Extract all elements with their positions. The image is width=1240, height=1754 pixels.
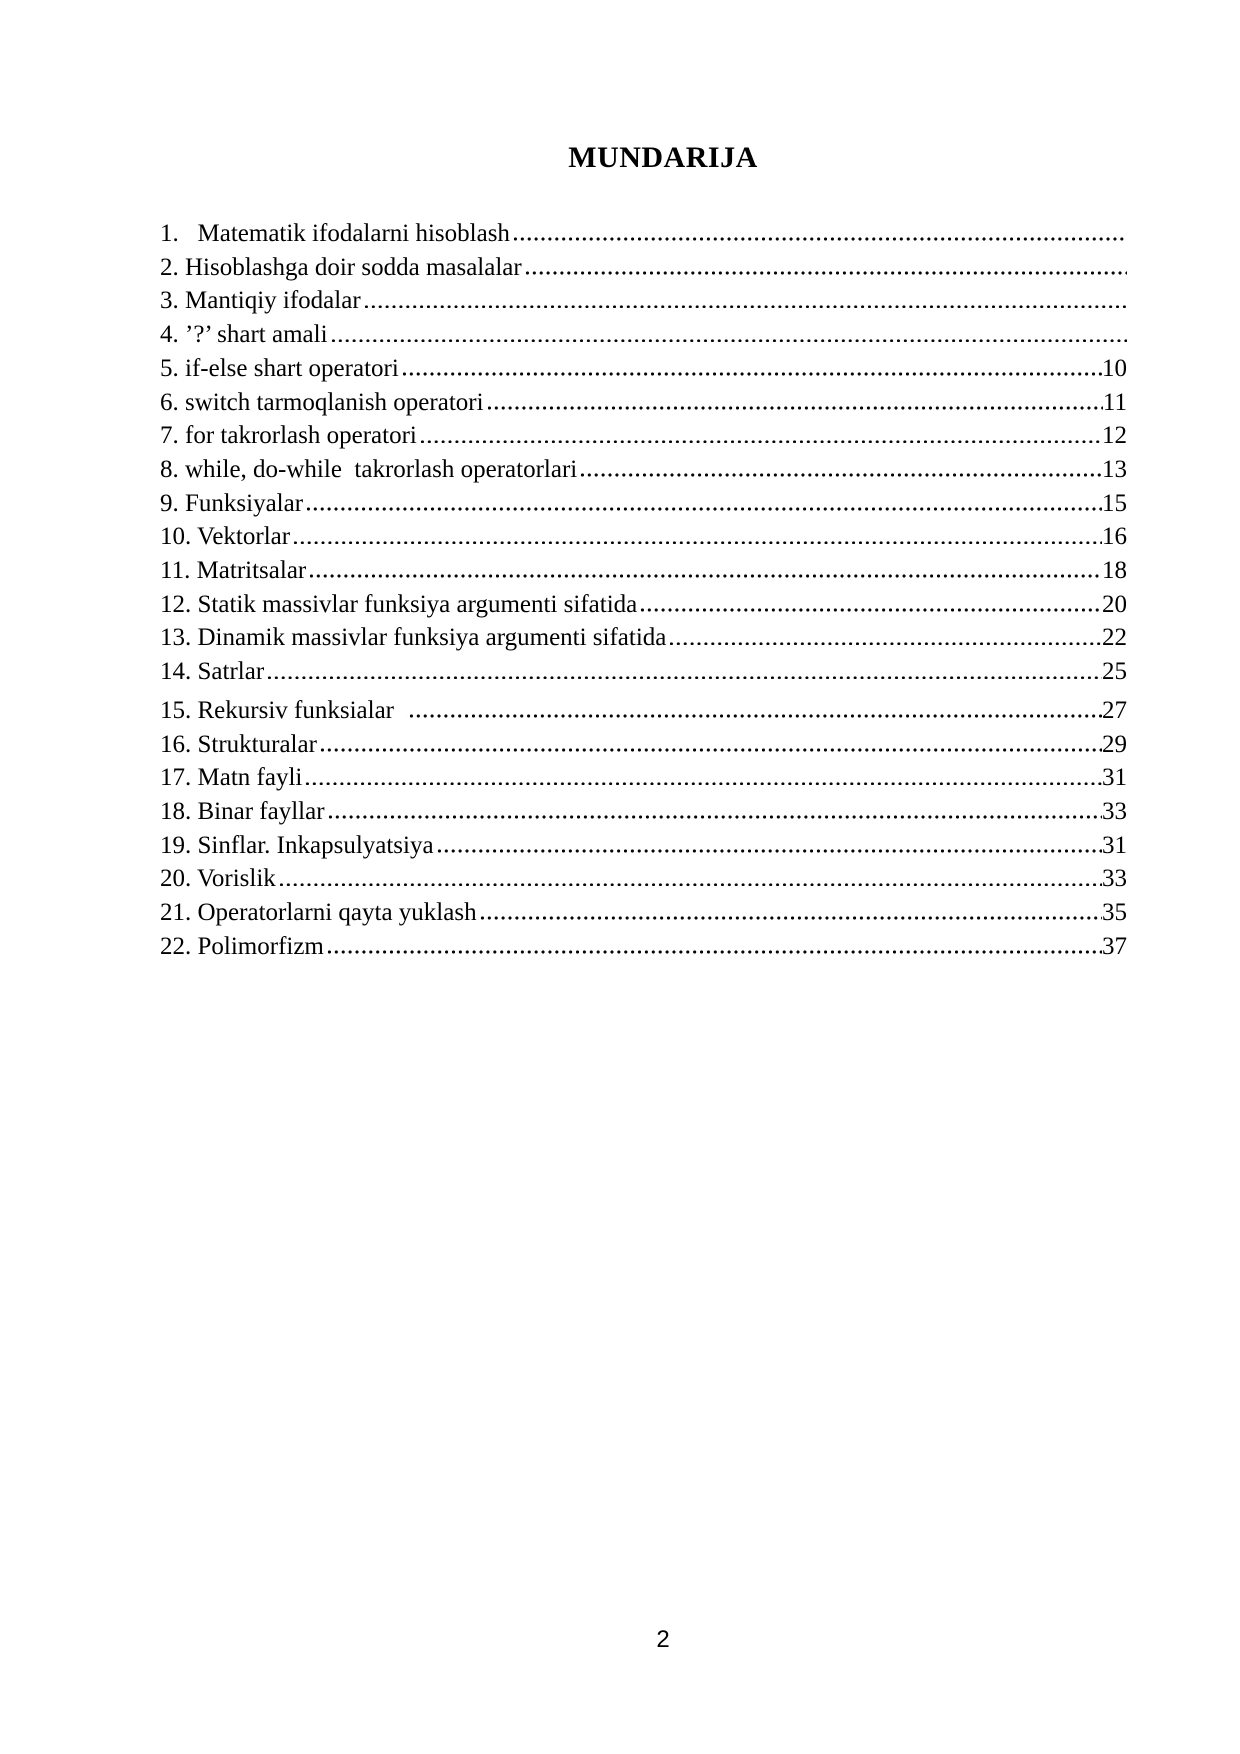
dot-leader xyxy=(484,405,1103,410)
dot-leader xyxy=(522,270,1127,275)
toc-entry xyxy=(160,896,1127,930)
dot-leader xyxy=(324,949,1102,954)
toc-entry-page-number: 25 xyxy=(1102,658,1127,686)
toc-entry-page-number: 29 xyxy=(1102,730,1127,758)
toc-entry xyxy=(160,694,1127,728)
toc-entry-label: 8. while, do-while takrorlash operatorlari xyxy=(160,455,578,483)
toc-entry-page-number: 35 xyxy=(1102,899,1127,927)
toc-entry xyxy=(160,217,1127,251)
toc-entry-page-number: 37 xyxy=(1102,932,1127,960)
toc-entry-label: 14. Satrlar xyxy=(160,658,265,686)
dot-leader xyxy=(317,747,1102,752)
toc-entry-page-number: 27 xyxy=(1102,696,1127,724)
dot-leader xyxy=(510,236,1127,241)
toc-entry xyxy=(160,419,1127,453)
dot-leader xyxy=(577,472,1102,477)
toc-entry xyxy=(160,795,1127,829)
toc-entry xyxy=(160,621,1127,655)
toc-entry xyxy=(160,487,1127,521)
toc-entry-label: 21. Operatorlarni qayta yuklash xyxy=(160,899,477,927)
dot-leader xyxy=(406,713,1102,718)
toc-entry xyxy=(160,862,1127,896)
dot-leader xyxy=(637,607,1102,612)
toc-entry xyxy=(160,588,1127,622)
toc-entry-page-number: 15 xyxy=(1102,489,1127,517)
toc-entry xyxy=(160,728,1127,762)
toc-entry-label: 5. if-else shart operatori xyxy=(160,354,399,382)
toc-entry-page-number: 13 xyxy=(1102,455,1127,483)
toc-entry-page-number: 31 xyxy=(1102,764,1127,792)
toc-entry xyxy=(160,386,1127,420)
toc-entry xyxy=(160,251,1127,285)
toc-entry-label: 19. Sinflar. Inkapsulyatsiya xyxy=(160,831,434,859)
dot-leader xyxy=(306,573,1102,578)
toc-entry-label: 3. Mantiqiy ifodalar xyxy=(160,287,361,315)
toc-entry-label: 6. switch tarmoqlanish operatori xyxy=(160,388,484,416)
toc-entry-page-number: 11 xyxy=(1102,388,1127,416)
dot-leader xyxy=(434,848,1102,853)
dot-leader xyxy=(302,780,1102,785)
toc-entry xyxy=(160,284,1127,318)
toc-entry xyxy=(160,761,1127,795)
toc-entry-page-number: 22 xyxy=(1102,624,1127,652)
toc-entry xyxy=(160,554,1127,588)
toc-entry-label: 2. Hisoblashga doir sodda masalalar xyxy=(160,253,522,281)
toc-entry xyxy=(160,318,1127,352)
toc-entry-label: 4. ’?’ shart amali xyxy=(160,321,328,349)
toc-entry-page-number: 33 xyxy=(1102,865,1127,893)
toc-entry-label: 16. Strukturalar xyxy=(160,730,317,758)
toc-entry-page-number: 33 xyxy=(1102,797,1127,825)
dot-leader xyxy=(477,915,1102,920)
dot-leader xyxy=(290,539,1102,544)
toc-entry xyxy=(160,930,1127,964)
toc-entry xyxy=(160,453,1127,487)
toc-entry-page-number: 18 xyxy=(1102,557,1127,585)
dot-leader xyxy=(399,371,1102,376)
toc-entry-label: 15. Rekursiv funksialar xyxy=(160,696,407,724)
toc-entry-page-number: 31 xyxy=(1102,831,1127,859)
footer-page-number: 2 xyxy=(656,1626,670,1653)
toc-entry-label: 1. Matematik ifodalarni hisoblash xyxy=(160,220,510,247)
toc-entry-label: 12. Statik massivlar funksiya argumenti sifatida xyxy=(160,590,638,618)
toc-entry xyxy=(160,520,1127,554)
dot-leader xyxy=(325,814,1102,819)
dot-leader xyxy=(264,674,1102,679)
dot-leader xyxy=(276,881,1102,886)
toc-entry-page-number: 12 xyxy=(1102,422,1127,450)
toc-entry-label: 20. Vorislik xyxy=(160,865,276,893)
dot-leader xyxy=(303,506,1102,511)
dot-leader xyxy=(361,303,1127,308)
toc-entry-label: 22. Polimorfizm xyxy=(160,932,324,960)
toc-entry-page-number: 16 xyxy=(1102,523,1127,551)
toc-entry-label: 10. Vektorlar xyxy=(160,523,291,551)
toc-entry xyxy=(160,829,1127,863)
toc-entry xyxy=(160,352,1127,386)
toc-entry-page-number: 10 xyxy=(1102,354,1127,382)
toc-entry-label: 18. Binar fayllar xyxy=(160,797,325,825)
toc-entry-page-number: 20 xyxy=(1102,590,1127,618)
dot-leader xyxy=(328,337,1127,342)
page-title: MUNDARIJA xyxy=(568,141,758,174)
toc-entry-label: 13. Dinamik massivlar funksiya argumenti sifatida xyxy=(160,624,667,652)
dot-leader xyxy=(417,438,1102,443)
dot-leader xyxy=(666,640,1102,645)
toc-list xyxy=(160,217,1127,963)
toc-entry xyxy=(160,655,1127,689)
toc-entry-label: 11. Matritsalar xyxy=(160,557,307,585)
toc-entry-label: 7. for takrorlash operatori xyxy=(160,422,417,450)
toc-entry-label: 17. Matn fayli xyxy=(160,764,303,792)
toc-entry-label: 9. Funksiyalar xyxy=(160,489,304,517)
